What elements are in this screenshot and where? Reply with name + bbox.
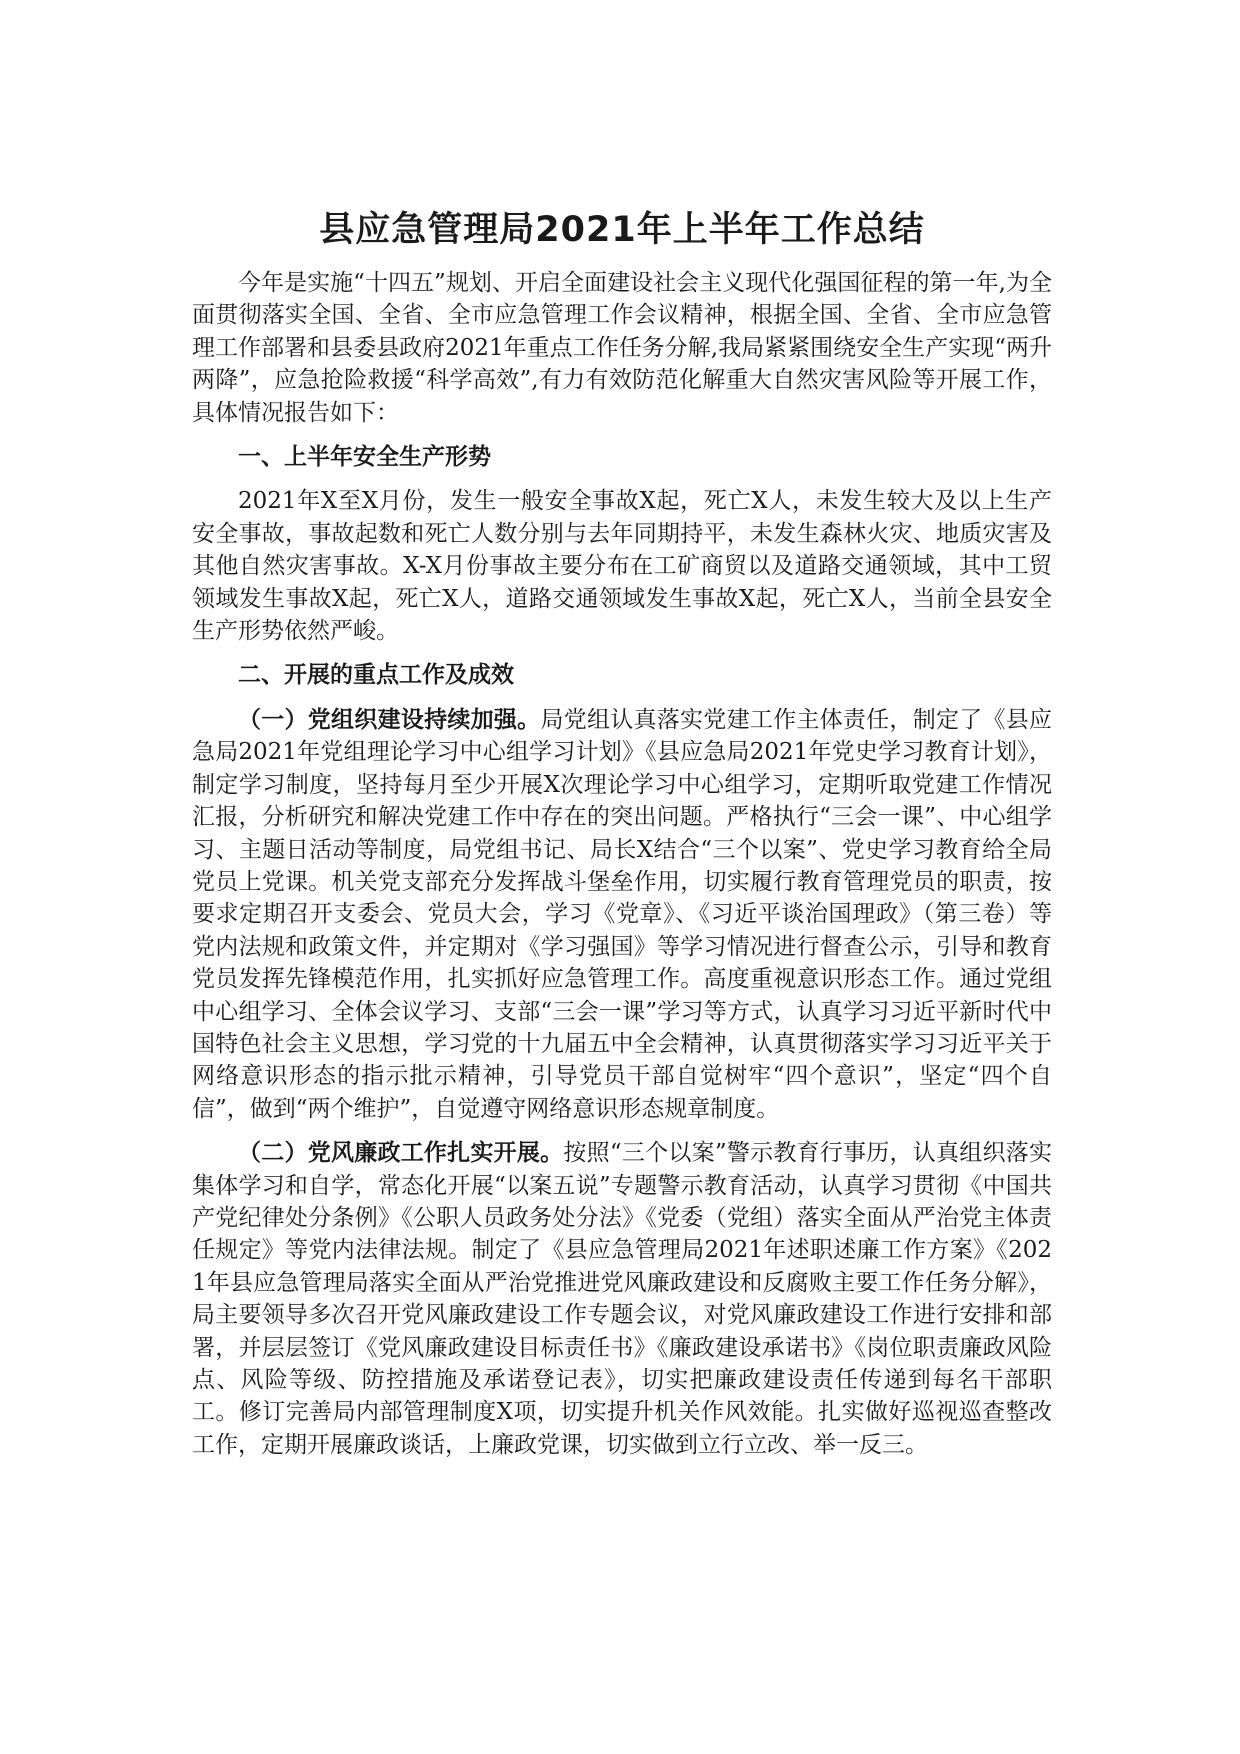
document-title: 县应急管理局2021年上半年工作总结: [319, 210, 925, 250]
section-1-heading: 一、上半年安全生产形势: [238, 444, 491, 471]
item-2-paragraph: [192, 1137, 1052, 1461]
item-2-text: 按照“三个以案”警示教育行事历，认真组织落实集体学习和自学，常态化开展“以案五说”专题警示教育活动，认真学习贯彻《中国共产党纪律处分条例》《公职人员政务处分法》《党委（党组）落实全面从严治党主体责任规定》等党内法律法规。制定了《县应急管理局2021年述职述廉工作方案》《2021年县应急管理局落实全面从严治党推进党风廉政建设和反腐败主要工作任务分解》，局主要领导多次召开党风廉政建设工作专题会议，对党风廉政建设工作进行安排和部署，并层层签订《党风廉政建设目标责任书》《廉政建设承诺书》《岗位职责廉政风险点、风险等级、防控措施及承诺登记表》，切实把廉政建设责任传递到每名干部职工。修订完善局内部管理制度X项，切实提升机关作风效能。扎实做好巡视巡查整改工作，定期开展廉政谈话，上廉政党课，切实做到立行立改、举一反三。: [192, 1140, 1052, 1458]
item-1-lead: （一）党组织建设持续加强。: [238, 706, 541, 733]
section-1-paragraph: 2021年X至X月份，发生一般安全事故X起，死亡X人，未发生较大及以上生产安全事故，事故起数和死亡人数分别与去年同期持平，未发生森林火灾、地质灾害及其他自然灾害事故。X-X月份事故主要分布在工矿商贸以及道路交通领域，其中工贸领域发生事故X起，死亡X人，道路交通领域发生事故X起，死亡X人，当前全县安全生产形势依然严峻。: [192, 488, 1052, 645]
item-1-paragraph: [192, 704, 1052, 1125]
section-2-heading: 二、开展的重点工作及成效: [238, 662, 514, 689]
document-page: [192, 205, 1052, 1461]
item-1-text: 局党组认真落实党建工作主体责任，制定了《县应急局2021年党组理论学习中心组学习计划》《县应急局2021年党史学习教育计划》，制定学习制度，坚持每月至少开展X次理论学习中心组学习，定期听取党建工作情况汇报，分析研究和解决党建工作中存在的突出问题。严格执行“三会一课”、中心组学习、主题日活动等制度，局党组书记、局长X结合“三个以案”、党史学习教育给全局党员上党课。机关党支部充分发挥战斗堡垒作用，切实履行教育管理党员的职责，按要求定期召开支委会、党员大会，学习《党章》、《习近平谈治国理政》（第三卷）等党内法规和政策文件，并定期对《学习强国》等学习情况进行督查公示，引导和教育党员发挥先锋模范作用，扎实抓好应急管理工作。高度重视意识形态工作。通过党组中心组学习、全体会议学习、支部“三会一课”学习等方式，认真学习习近平新时代中国特色社会主义思想，学习党的十九届五中全会精神，认真贯彻落实学习习近平关于网络意识形态的指示批示精神，引导党员干部自觉树牢“四个意识”，坚定“四个自信”，做到“两个维护”，自觉遵守网络意识形态规章制度。: [192, 706, 1053, 1122]
paragraph-gap: [192, 1125, 1052, 1137]
intro-paragraph: 今年是实施“十四五”规划、开启全面建设社会主义现代化强国征程的第一年,为全面贯彻落实全国、全省、全市应急管理工作会议精神，根据全国、全省、全市应急管理工作部署和县委县政府2021年重点工作任务分解,我局紧紧围绕安全生产实现“两升两降”，应急抢险救援“科学高效”,有力有效防范化解重大自然灾害风险等开展工作，具体情况报告如下：: [192, 270, 1052, 426]
item-2-lead: （二）党风廉政工作扎实开展。: [238, 1140, 564, 1167]
